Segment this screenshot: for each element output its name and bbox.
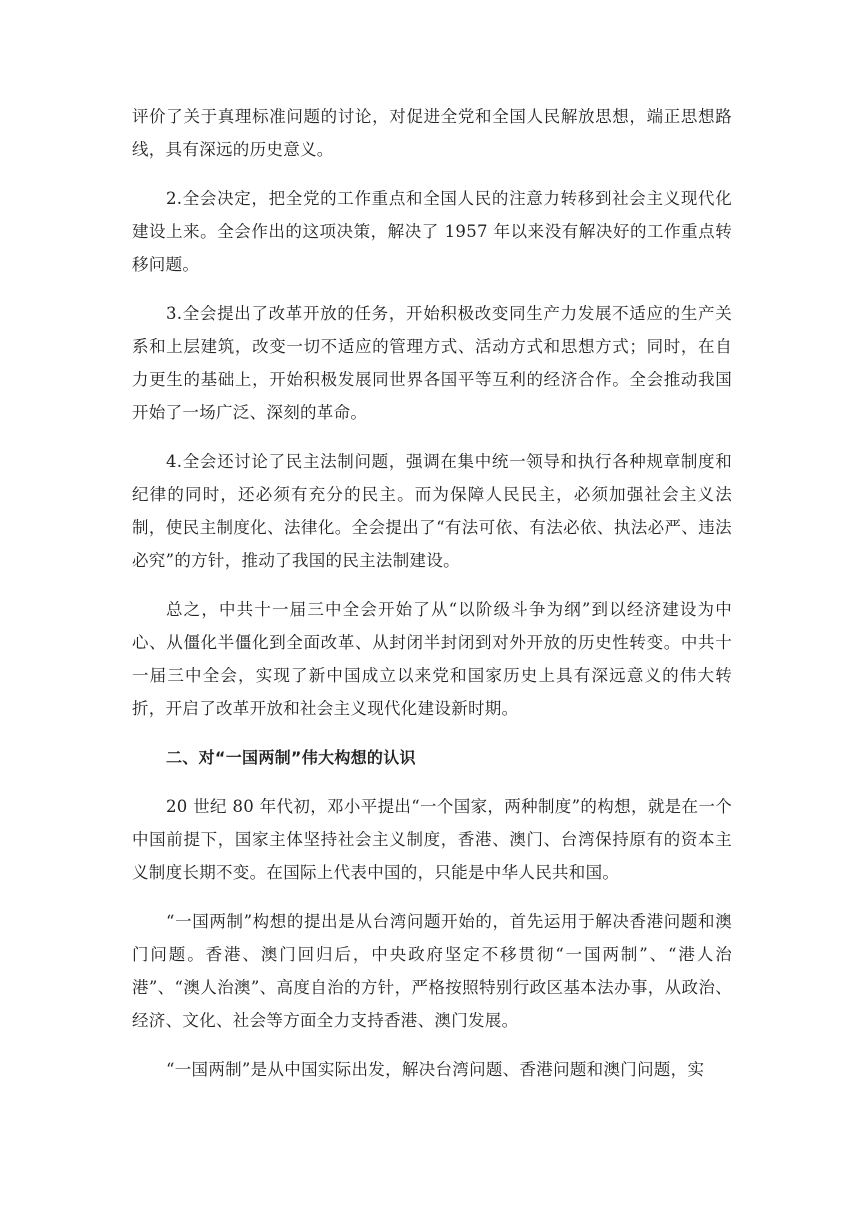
section-heading: 二、对“一国两制”伟大构想的认识 [166, 748, 416, 767]
paragraph-point-4: 4.全会还讨论了民主法制问题，强调在集中统一领导和执行各种规章制度和纪律的同时，还必须有充分的民主。而为保障人民民主，必须加强社会主义法制，使民主制度化、法律化。全会提出了“有法可依、有法必依、执法必严、违法必究”的方针，推动了我国的民主法制建设。 [132, 452, 732, 570]
paragraph-point-2: 2.全会决定，把全党的工作重点和全国人民的注意力转移到社会主义现代化建设上来。全会作出的这项决策，解决了 1957 年以来没有解决好的工作重点转移问题。 [132, 189, 732, 274]
paragraph-one-country-two-systems-application: “一国两制”构想的提出是从台湾问题开始的，首先运用于解决香港问题和澳门问题。香港、澳门回归后，中央政府坚定不移贯彻“一国两制”、“港人治港”、“澳人治澳”、高度自治的方针，严格按照特别行政区基本法办事，从政治、经济、文化、社会等方面全力支持香港、澳门发展。 [132, 912, 732, 1030]
paragraph-one-country-two-systems-intro: 20 世纪 80 年代初，邓小平提出“一个国家，两种制度”的构想，就是在一个中国前提下，国家主体坚持社会主义制度，香港、澳门、台湾保持原有的资本主义制度长期不变。在国际上代表中国的，只能是中华人民共和国。 [132, 797, 732, 882]
document-page [132, 100, 732, 1102]
paragraph-continuation: 评价了关于真理标准问题的讨论，对促进全党和全国人民解放思想，端正思想路线，具有深远的历史意义。 [132, 107, 732, 159]
paragraph-point-3: 3.全会提出了改革开放的任务，开始积极改变同生产力发展不适应的生产关系和上层建筑，改变一切不适应的管理方式、活动方式和思想方式；同时，在自力更生的基础上，开始积极发展同世界各国平等互利的经济合作。全会推动我国开始了一场广泛、深刻的革命。 [132, 304, 732, 422]
paragraph-one-country-two-systems-truncated: “一国两制”是从中国实际出发，解决台湾问题、香港问题和澳门问题，实 [166, 1060, 705, 1079]
paragraph-summary: 总之，中共十一届三中全会开始了从“以阶级斗争为纲”到以经济建设为中心、从僵化半僵化到全面改革、从封闭半封闭到对外开放的历史性转变。中共十一届三中全会，实现了新中国成立以来党和国家历史上具有深远意义的伟大转折，开启了改革开放和社会主义现代化建设新时期。 [132, 600, 732, 718]
